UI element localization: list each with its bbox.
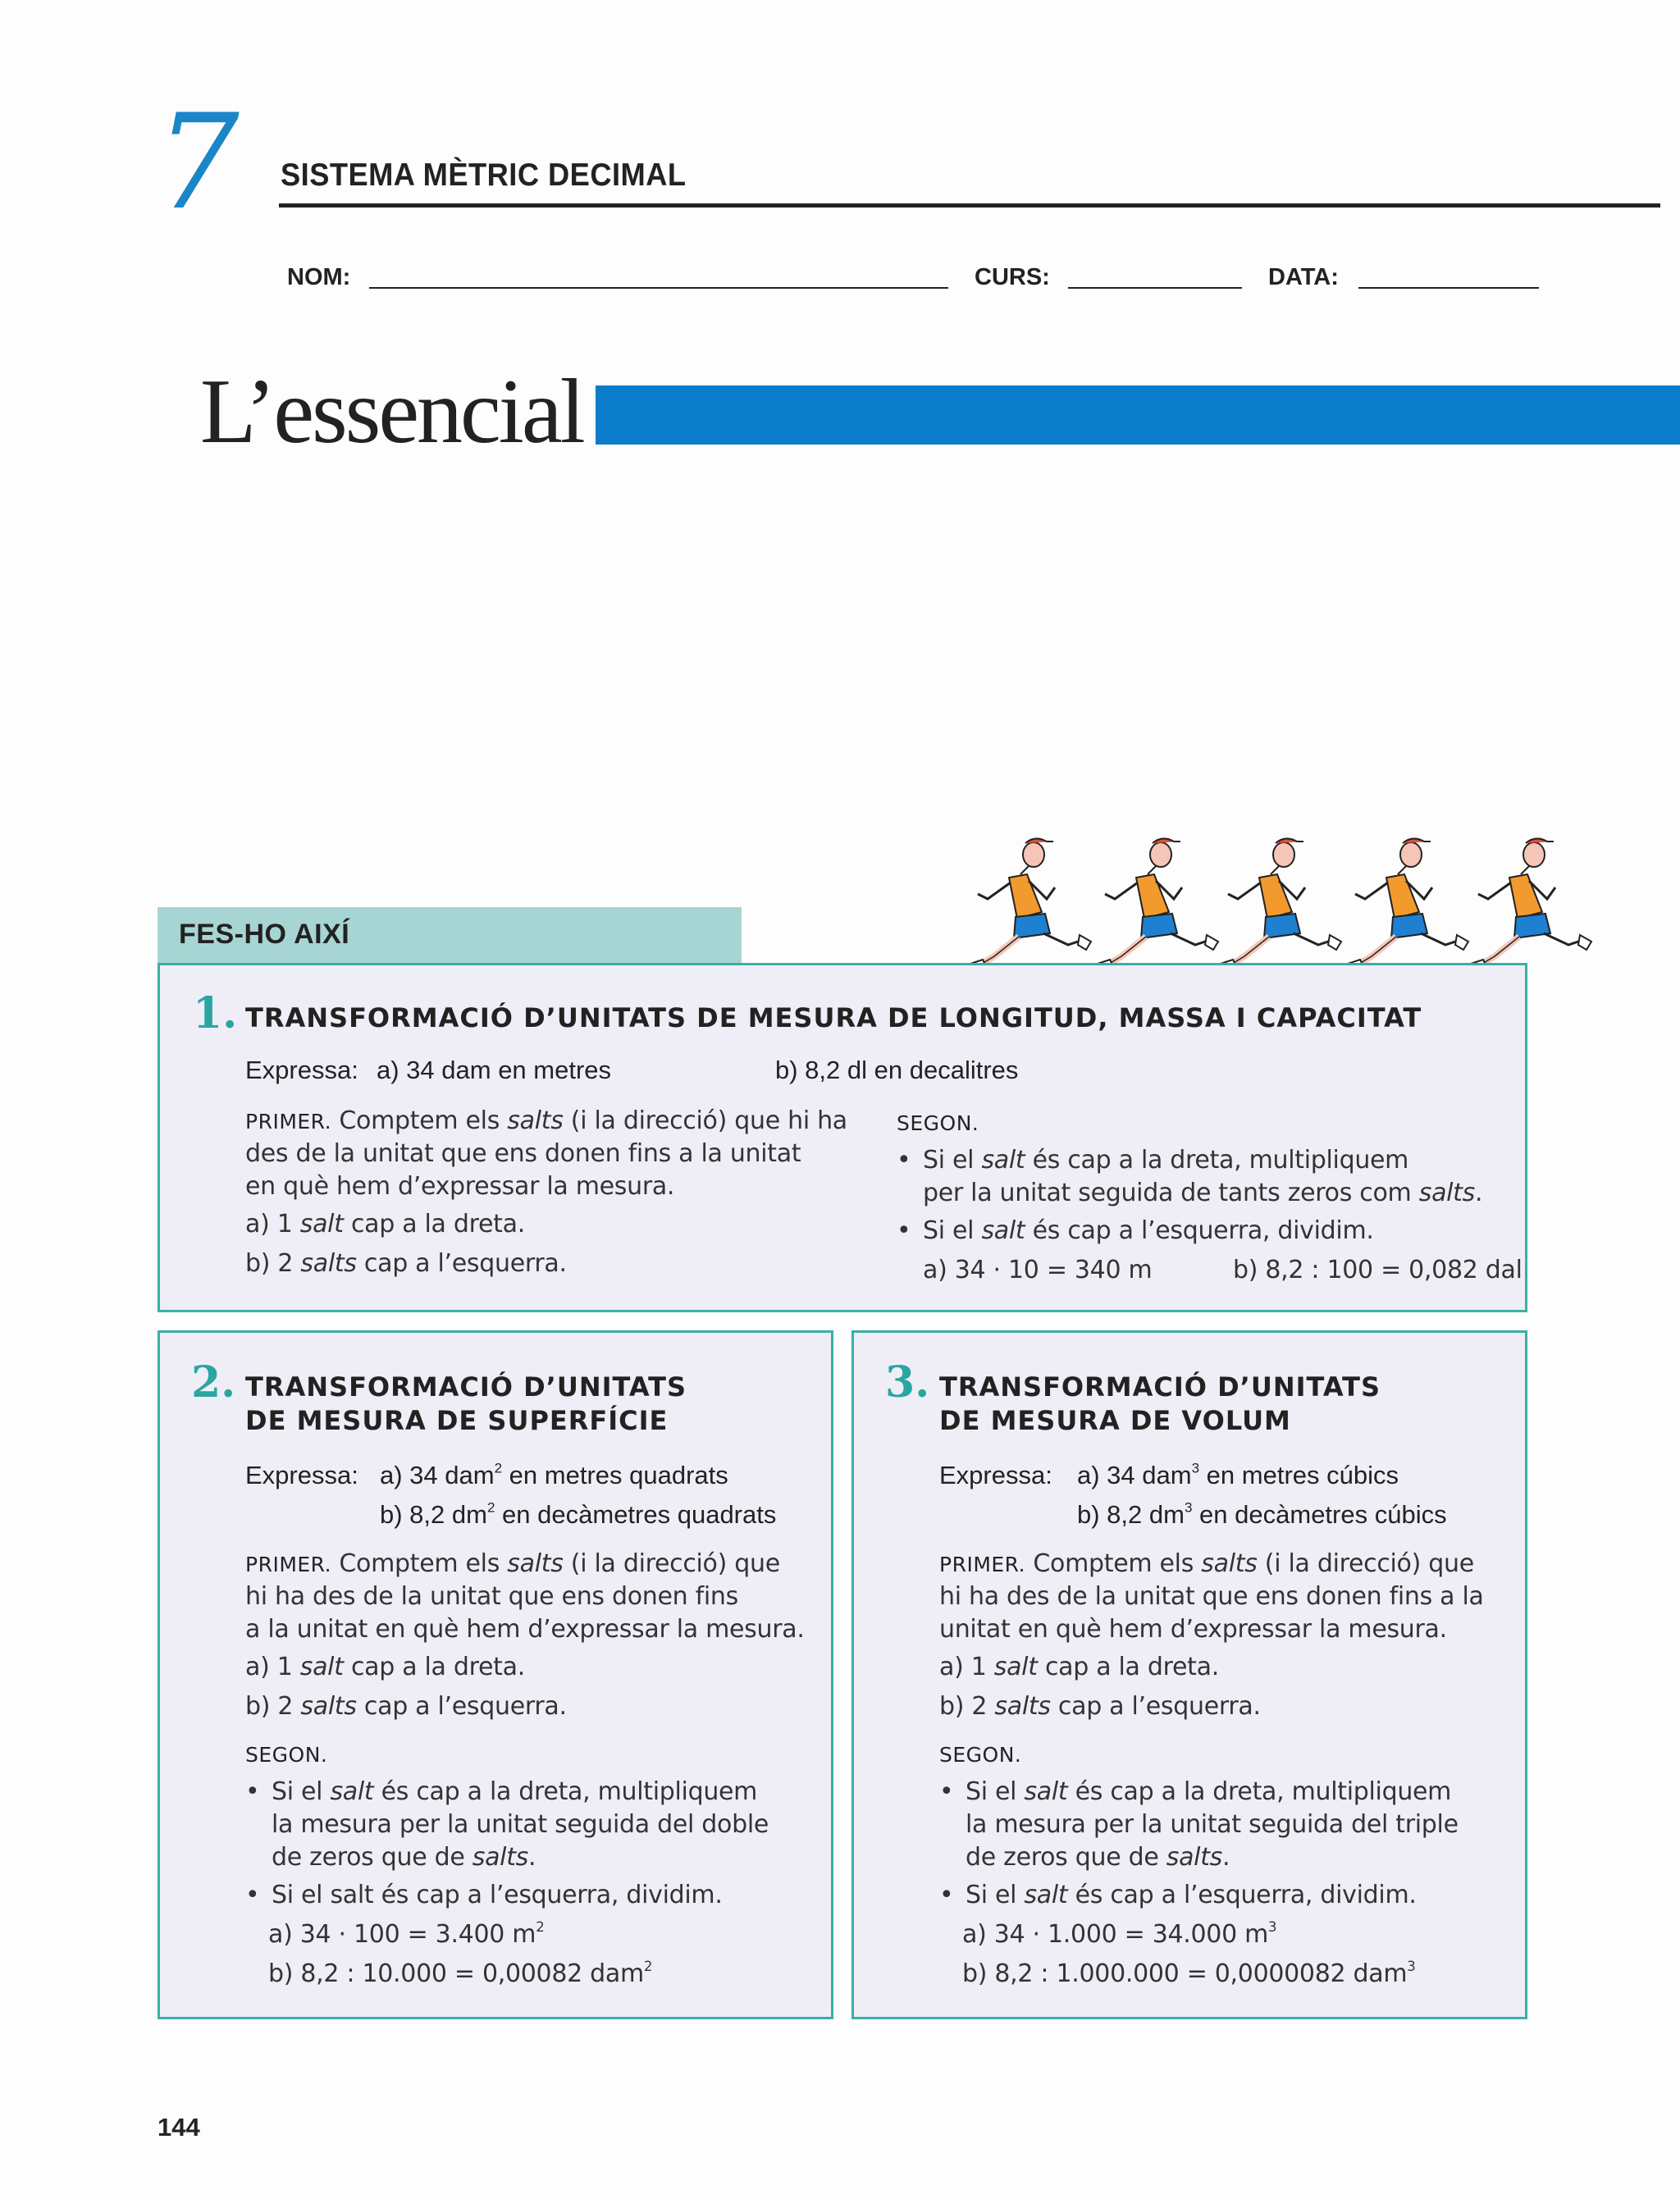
text: en decàmetres cúbics	[1192, 1500, 1447, 1529]
text: .	[528, 1843, 536, 1872]
text: (i la direcció) que	[1264, 1549, 1474, 1578]
box3-bullet1	[966, 1777, 1451, 1806]
text: b) 8,2 dm	[1077, 1500, 1185, 1529]
box2-number: 2.	[191, 1357, 236, 1407]
box2-bullet1-line2: la mesura per la unitat seguida del doble	[272, 1810, 769, 1839]
primer-label: PRIMER.	[245, 1110, 332, 1133]
primer-label: PRIMER.	[245, 1553, 332, 1576]
box3-segon-label: SEGON.	[939, 1743, 1022, 1767]
bullet: •	[897, 1146, 911, 1175]
box1-primer-line3: en què hem d’expressar la mesura.	[245, 1172, 675, 1201]
text: Si el	[923, 1146, 975, 1175]
box3-result-a	[962, 1920, 1276, 1949]
text: és cap a la dreta, multipliquem	[381, 1777, 758, 1806]
box1-bullet2	[923, 1216, 1374, 1245]
text: 3	[1268, 1918, 1277, 1935]
box1-bullet1-line2	[923, 1179, 1482, 1207]
text: 3	[1184, 1499, 1193, 1516]
text: salts	[472, 1843, 528, 1872]
text: b) 8,2 : 10.000 = 0,00082 dam	[268, 1959, 644, 1988]
text: és cap a l’esquerra, dividim.	[1075, 1881, 1417, 1909]
box2-primer-line3: a la unitat en què hem d’expressar la mesura.	[245, 1615, 805, 1644]
box2-example-a	[380, 1461, 728, 1490]
text: per la unitat seguida de tants zeros com	[923, 1179, 1412, 1207]
box1-number: 1.	[193, 988, 238, 1038]
nom-field[interactable]	[369, 287, 948, 289]
fes-ho-aixi-tab	[158, 907, 742, 963]
text: en metres quadrats	[502, 1461, 728, 1489]
section-title: L’essencial	[200, 361, 583, 463]
box1-segon-label: SEGON.	[897, 1111, 979, 1135]
text: Si el	[966, 1777, 1017, 1806]
box2-primer-line2: hi ha des de la unitat que ens donen fins	[245, 1582, 738, 1611]
box3-primer-line1	[939, 1549, 1474, 1578]
text: cap a la dreta.	[350, 1210, 525, 1238]
box2-primer-b	[245, 1692, 567, 1721]
text: a) 34 · 100 = 3.400 m	[268, 1920, 536, 1949]
box2-segon-label: SEGON.	[245, 1743, 328, 1767]
text: és cap a l’esquerra, dividim.	[1032, 1216, 1374, 1245]
text: Comptem els	[339, 1549, 500, 1578]
text: salt	[299, 1210, 344, 1238]
text: cap a la dreta.	[1044, 1653, 1219, 1681]
text: (i la direcció) que hi ha	[570, 1106, 847, 1135]
data-label: DATA:	[1268, 264, 1339, 290]
title-rule	[279, 203, 1660, 208]
box1-example-a: a) 34 dam en metres	[377, 1056, 612, 1084]
bullet: •	[939, 1777, 954, 1806]
text: en metres cúbics	[1199, 1461, 1399, 1489]
text: 2	[494, 1460, 503, 1476]
primer-label: PRIMER.	[939, 1553, 1026, 1576]
text: b) 2	[245, 1249, 294, 1278]
text: Si el	[966, 1881, 1017, 1909]
text: a) 1	[939, 1653, 987, 1681]
box1-primer-line1	[245, 1106, 847, 1135]
text: a) 34 · 1.000 = 34.000 m	[962, 1920, 1269, 1949]
text: 3	[1191, 1460, 1200, 1476]
text: 2	[643, 1958, 653, 1974]
text: salts	[507, 1549, 564, 1578]
text: salts	[300, 1249, 357, 1278]
text: de zeros que de	[272, 1843, 465, 1872]
box1-example-b: b) 8,2 dl en decalitres	[775, 1056, 1019, 1084]
box2-result-b	[268, 1959, 652, 1988]
text: .	[1474, 1179, 1483, 1207]
box1-primer-a	[245, 1210, 525, 1238]
box-longitud	[158, 963, 1527, 1312]
box2-bullet2: Si el salt és cap a l’esquerra, dividim.	[272, 1881, 723, 1909]
text: cap a la dreta.	[350, 1653, 525, 1681]
text: cap a l’esquerra.	[363, 1249, 567, 1278]
box3-number: 3.	[885, 1357, 930, 1407]
chapter-title: SISTEMA MÈTRIC DECIMAL	[281, 157, 687, 193]
box3-result-b	[962, 1959, 1415, 1988]
section-title-bar	[596, 385, 1680, 445]
bullet: •	[245, 1777, 260, 1806]
text: TRANSFORMACIÓ D’UNITATS	[245, 1371, 687, 1403]
box2-bullet1-line3	[272, 1843, 536, 1872]
box1-title: TRANSFORMACIÓ D’UNITATS DE MESURA DE LONGITUD, MASSA I CAPACITAT	[245, 1002, 1422, 1033]
box2-title	[245, 1371, 687, 1438]
text: salts	[1418, 1179, 1475, 1207]
box-superficie	[158, 1330, 833, 2019]
text: b) 8,2 dm	[380, 1500, 487, 1529]
text: a) 34 dam	[1077, 1461, 1192, 1489]
text: a) 1	[245, 1653, 293, 1681]
box1-primer-line2: des de la unitat que ens donen fins a la unitat	[245, 1139, 801, 1168]
data-field[interactable]	[1358, 287, 1539, 289]
box3-primer-line3: unitat en què hem d’expressar la mesura.	[939, 1615, 1447, 1644]
text: cap a l’esquerra.	[363, 1692, 567, 1721]
text: Comptem els	[339, 1106, 500, 1135]
text: en decàmetres quadrats	[495, 1500, 777, 1529]
text: TRANSFORMACIÓ D’UNITATS	[939, 1371, 1381, 1403]
text: salt	[1024, 1777, 1068, 1806]
text: salts	[994, 1692, 1051, 1721]
text: 3	[1407, 1958, 1416, 1974]
text: Comptem els	[1033, 1549, 1194, 1578]
box3-primer-a	[939, 1653, 1219, 1681]
text: salt	[981, 1146, 1025, 1175]
text: b) 8,2 : 1.000.000 = 0,0000082 dam	[962, 1959, 1408, 1988]
text: salt	[981, 1216, 1025, 1245]
box2-example-b	[380, 1500, 776, 1530]
box3-example-b	[1077, 1500, 1447, 1530]
bullet: •	[939, 1881, 954, 1909]
box3-bullet1-line2: la mesura per la unitat seguida del triple	[966, 1810, 1459, 1839]
page-number: 144	[158, 2113, 200, 2142]
box1-express-label: Expressa:	[245, 1056, 358, 1084]
box2-express-label: Expressa:	[245, 1461, 358, 1489]
text: DE MESURA DE SUPERFÍCIE	[245, 1405, 669, 1436]
curs-label: CURS:	[975, 264, 1050, 290]
box3-express-label: Expressa:	[939, 1461, 1052, 1489]
nom-label: NOM:	[287, 264, 351, 290]
box3-bullet1-line3	[966, 1843, 1230, 1872]
text: salt	[299, 1653, 344, 1681]
bullet: •	[245, 1881, 260, 1909]
chapter-number: 7	[156, 85, 240, 239]
text: a) 34 dam	[380, 1461, 495, 1489]
box1-result-a: a) 34 · 10 = 340 m	[923, 1256, 1153, 1284]
bullet: •	[897, 1216, 911, 1245]
box2-primer-a	[245, 1653, 525, 1681]
box3-title	[939, 1371, 1381, 1438]
curs-field[interactable]	[1068, 287, 1242, 289]
text: salts	[300, 1692, 357, 1721]
box2-bullet1	[272, 1777, 757, 1806]
text: salt	[993, 1653, 1038, 1681]
text: Si el	[923, 1216, 975, 1245]
box2-primer-line1	[245, 1549, 780, 1578]
text: salts	[1166, 1843, 1222, 1872]
box-volum	[851, 1330, 1527, 2019]
box3-primer-b	[939, 1692, 1261, 1721]
tab-label: FES-HO AIXÍ	[179, 919, 350, 950]
box3-primer-line2: hi ha des de la unitat que ens donen fins a la	[939, 1582, 1484, 1611]
text: salts	[1201, 1549, 1258, 1578]
text: 2	[536, 1918, 545, 1935]
text: a) 1	[245, 1210, 293, 1238]
box3-bullet2	[966, 1881, 1417, 1909]
text: b) 2	[245, 1692, 294, 1721]
text: és cap a la dreta, multipliquem	[1075, 1777, 1452, 1806]
text: .	[1222, 1843, 1230, 1872]
text: salts	[507, 1106, 564, 1135]
box1-primer-b	[245, 1249, 567, 1278]
box1-result-b: b) 8,2 : 100 = 0,082 dal	[1233, 1256, 1522, 1284]
box1-bullet1	[923, 1146, 1408, 1175]
text: 2	[486, 1499, 495, 1516]
text: de zeros que de	[966, 1843, 1159, 1872]
box2-result-a	[268, 1920, 544, 1949]
text: és cap a la dreta, multipliquem	[1032, 1146, 1409, 1175]
text: salt	[330, 1777, 374, 1806]
text: salt	[1024, 1881, 1068, 1909]
text: Si el	[272, 1777, 323, 1806]
text: cap a l’esquerra.	[1057, 1692, 1261, 1721]
text: (i la direcció) que	[570, 1549, 780, 1578]
text: b) 2	[939, 1692, 988, 1721]
box3-example-a	[1077, 1461, 1399, 1490]
text: DE MESURA DE VOLUM	[939, 1405, 1291, 1436]
